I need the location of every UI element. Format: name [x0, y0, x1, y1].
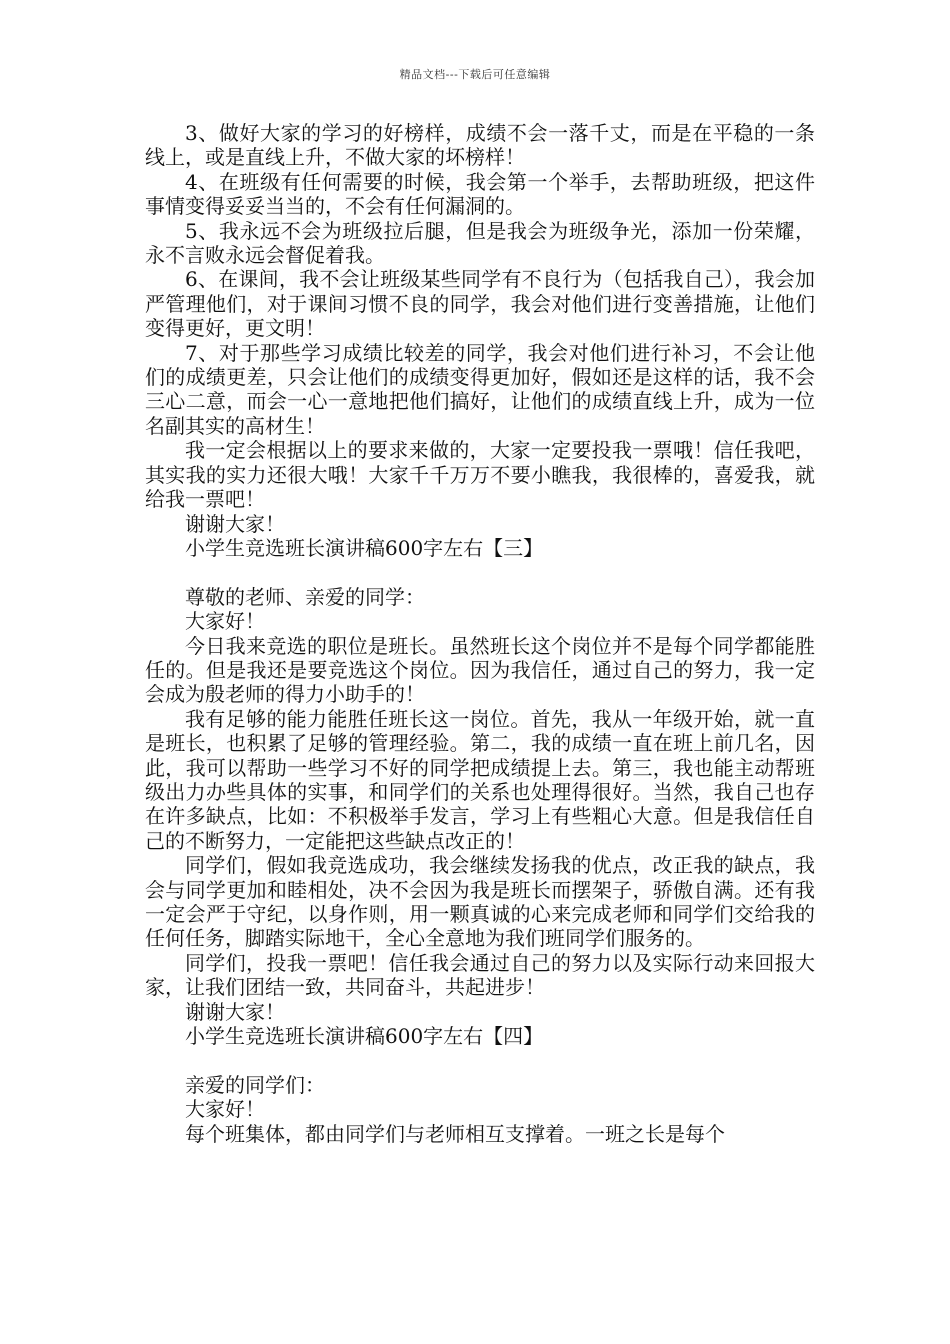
body-paragraph: 我有足够的能力能胜任班长这一岗位。首先，我从一年级开始，就一直是班长，也积累了足够的管理经验。第二，我的成绩一直在班上前几名，因此，我可以帮助一些学习不好的同学把成绩提上去。第三，我也能主动帮班级出力办些具体的实事，和同学们的关系也处理得很好。当然，我自己也存在许多缺点，比如：不积极举手发言，学习上有些粗心大意。但是我信任自己的不断努力，一定能把这些缺点改正的！: [145, 706, 815, 853]
salutation: 尊敬的老师、亲爱的同学：: [185, 584, 425, 609]
greeting: 大家好！: [185, 1097, 265, 1122]
paragraph-item-5: 5、我永远不会为班级拉后腿，但是我会为班级争光，添加一份荣耀，永不言败永远会督促着我。: [145, 218, 815, 268]
closing-appeal: 我一定会根据以上的要求来做的，大家一定要投我一票哦！信任我吧，其实我的实力还很大哦！大家千千万万不要小瞧我，我很棒的，喜爱我，就给我一票吧！: [145, 438, 815, 512]
thanks-line: 谢谢大家！: [185, 999, 285, 1024]
section-title-four: 小学生竞选班长演讲稿600字左右【四】: [185, 1024, 544, 1049]
paragraph-item-4: 4、在班级有任何需要的时候，我会第一个举手，去帮助班级，把这件事情变得妥妥当当的，不会有任何漏洞的。: [145, 169, 815, 219]
greeting: 大家好！: [185, 609, 265, 634]
body-paragraph: 同学们，投我一票吧！信任我会通过自己的努力以及实际行动来回报大家，让我们团结一致，共同奋斗，共起进步！: [145, 950, 815, 1000]
salutation: 亲爱的同学们：: [185, 1072, 325, 1097]
page-header: 精品文档---下载后可任意编辑: [399, 68, 551, 81]
body-paragraph: 同学们，假如我竞选成功，我会继续发扬我的优点，改正我的缺点，我会与同学更加和睦相处，决不会因为我是班长而摆架子，骄傲自满。还有我一定会严于守纪，以身作则，用一颗真诚的心来完成老师和同学们交给我的任何任务，脚踏实际地干，全心全意地为我们班同学们服务的。: [145, 853, 815, 951]
paragraph-item-6: 6、在课间，我不会让班级某些同学有不良行为（包括我自己），我会加严管理他们，对于课间习惯不良的同学，我会对他们进行变善措施，让他们变得更好，更文明！: [145, 267, 815, 341]
paragraph-item-7: 7、对于那些学习成绩比较差的同学，我会对他们进行补习，不会让他们的成绩更差，只会让他们的成绩变得更加好，假如还是这样的话，我不会三心二意，而会一心一意地把他们搞好，让他们的成绩直线上升，成为一位名副其实的高材生！: [145, 340, 815, 438]
blank-line: [145, 560, 815, 584]
thanks-line: 谢谢大家！: [185, 511, 285, 536]
body-paragraph: 每个班集体，都由同学们与老师相互支撑着。一班之长是每个: [185, 1121, 725, 1146]
section-title-three: 小学生竞选班长演讲稿600字左右【三】: [185, 535, 544, 560]
document-body: [145, 121, 815, 1146]
body-paragraph: 今日我来竞选的职位是班长。虽然班长这个岗位并不是每个同学都能胜任的。但是我还是要竞选这个岗位。因为我信任，通过自己的努力，我一定会成为殷老师的得力小助手的！: [145, 633, 815, 707]
blank-line: [145, 1048, 815, 1072]
paragraph-item-3: 3、做好大家的学习的好榜样，成绩不会一落千丈，而是在平稳的一条线上，或是直线上升，不做大家的坏榜样！: [145, 121, 815, 170]
